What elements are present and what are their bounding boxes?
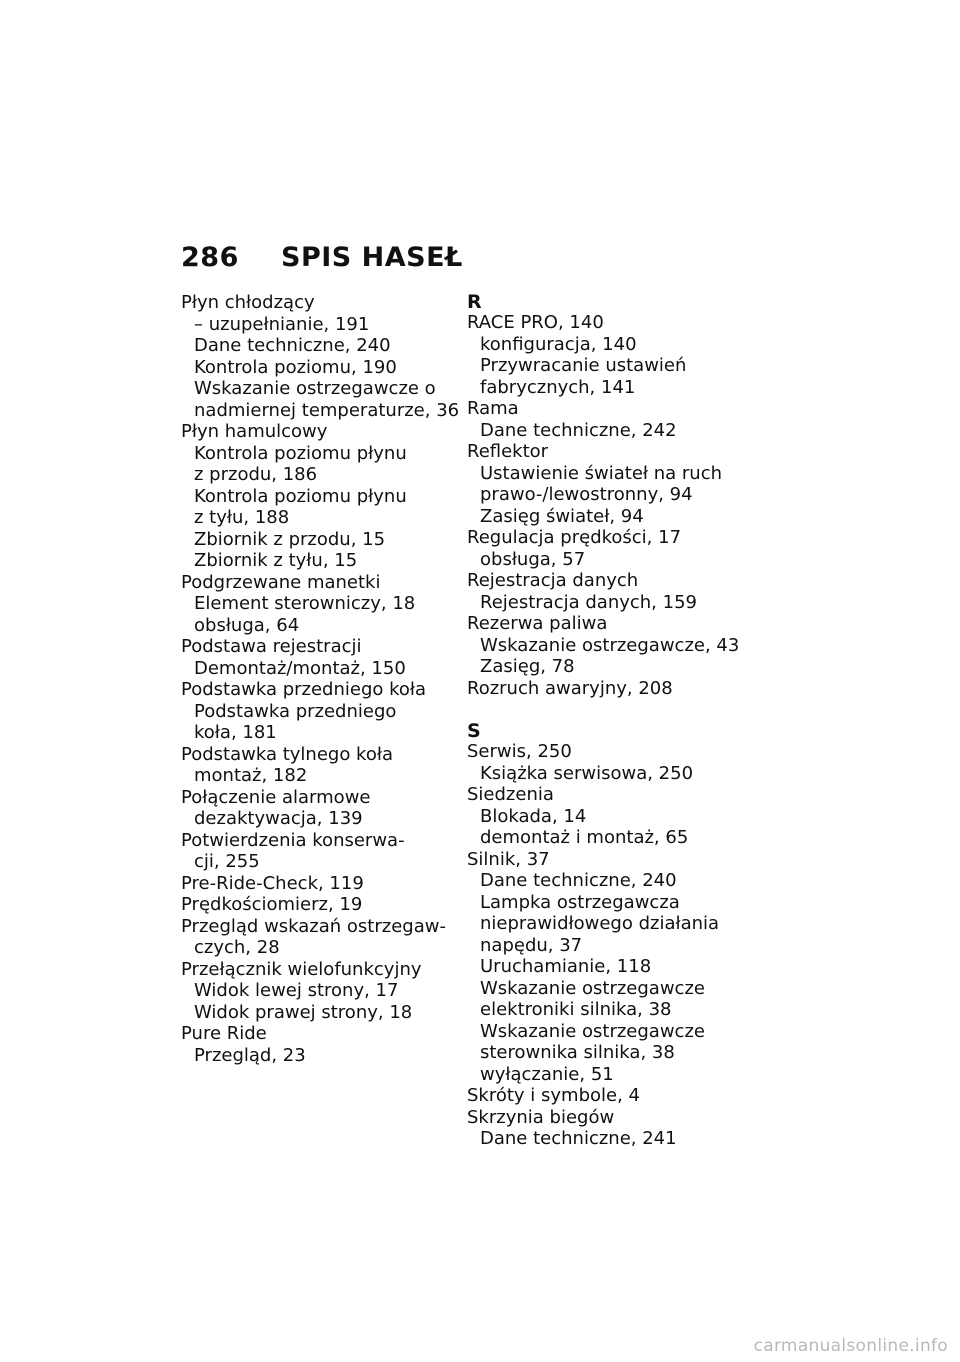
index-subentry: demontaż i montaż, 65	[480, 827, 689, 848]
index-subentry: Dane techniczne, 241	[480, 1128, 677, 1149]
index-subentry: Kontrola poziomu płynu	[194, 442, 407, 464]
index-entry: Przegląd wskazań ostrzegaw-	[181, 915, 446, 937]
index-subentry: z tyłu, 188	[194, 507, 290, 528]
index-entry: Podstawka tylnego koła	[181, 743, 393, 765]
index-subentry: Kontrola poziomu płynu	[194, 485, 407, 507]
index-subentry: Demontaż/montaż, 150	[194, 657, 406, 679]
index-subentry: obsługa, 64	[194, 614, 300, 636]
page-number: 286	[181, 242, 239, 273]
index-entry: Podgrzewane manetki	[181, 571, 381, 593]
index-subentry: Zbiornik z przodu, 15	[194, 528, 386, 550]
index-subentry: Wskazanie ostrzegawcze	[480, 977, 705, 999]
section-gap	[467, 699, 742, 721]
index-entry: Rama	[467, 398, 519, 419]
section-letter: R	[467, 291, 482, 313]
index-subentry: Element sterowniczy, 18	[194, 593, 416, 614]
index-entry: Prędkościomierz, 19	[181, 894, 363, 915]
index-subentry: koła, 181	[194, 722, 277, 743]
index-subentry: Zbiornik z tyłu, 15	[194, 550, 358, 571]
index-subentry: nieprawidłowego działania	[480, 913, 720, 934]
index-subentry: konfiguracja, 140	[480, 333, 637, 355]
index-entry: Siedzenia	[467, 784, 554, 805]
index-entry: Skróty i symbole, 4	[467, 1085, 640, 1106]
index-subentry: Lampka ostrzegawcza	[480, 891, 680, 913]
index-subentry: prawo-/lewostronny, 94	[480, 484, 693, 505]
index-subentry: Widok prawej strony, 18	[194, 1001, 413, 1023]
index-subentry: montaż, 182	[194, 765, 308, 786]
index-subentry: Blokada, 14	[480, 805, 587, 827]
index-subentry: z przodu, 186	[194, 464, 318, 485]
index-entry: Pure Ride	[181, 1023, 267, 1044]
index-column-right	[467, 292, 742, 1150]
index-column-left	[181, 292, 460, 1066]
index-subentry: elektroniki silnika, 38	[480, 999, 672, 1020]
page-header	[181, 242, 463, 282]
index-entry: Serwis, 250	[467, 741, 572, 762]
index-entry: Silnik, 37	[467, 848, 550, 870]
page-title: SPIS HASEŁ	[281, 242, 463, 273]
index-subentry: wyłączanie, 51	[480, 1063, 614, 1085]
index-subentry: Zasięg, 78	[480, 656, 575, 677]
index-entry: Potwierdzenia konserwa-	[181, 829, 405, 851]
index-entry: Połączenie alarmowe	[181, 786, 371, 808]
index-subentry: nadmiernej temperaturze, 36	[194, 399, 460, 421]
index-subentry: Wskazanie ostrzegawcze	[480, 1020, 705, 1042]
index-entry: Płyn chłodzący	[181, 292, 315, 313]
index-subentry: Książka serwisowa, 250	[480, 762, 694, 784]
watermark-text[interactable]: carmanualsonline.info	[753, 1336, 948, 1356]
index-subentry: cji, 255	[194, 851, 260, 872]
index-entry: Rozruch awaryjny, 208	[467, 677, 673, 699]
index-subentry: Przywracanie ustawień	[480, 355, 687, 376]
index-entry: RACE PRO, 140	[467, 312, 604, 333]
index-subentry: Kontrola poziomu, 190	[194, 356, 397, 378]
index-entry: Płyn hamulcowy	[181, 421, 328, 442]
index-subentry: Widok lewej strony, 17	[194, 980, 399, 1001]
index-subentry: czych, 28	[194, 937, 280, 958]
index-subentry: sterownika silnika, 38	[480, 1042, 675, 1063]
index-subentry: napędu, 37	[480, 934, 583, 956]
index-subentry: Wskazanie ostrzegawcze o	[194, 378, 436, 399]
index-entry: Pre-Ride-Check, 119	[181, 872, 364, 894]
index-subentry: Uruchamianie, 118	[480, 956, 652, 977]
index-subentry: Dane techniczne, 240	[194, 335, 391, 356]
index-subentry: Wskazanie ostrzegawcze, 43	[480, 634, 740, 656]
index-subentry: Ustawienie świateł na ruch	[480, 462, 723, 484]
index-subentry: obsługa, 57	[480, 548, 586, 570]
index-subentry: Dane techniczne, 242	[480, 419, 677, 441]
index-subentry: fabrycznych, 141	[480, 376, 636, 398]
index-entry: Rejestracja danych	[467, 570, 639, 591]
index-subentry: – uzupełnianie, 191	[194, 313, 370, 335]
index-entry: Podstawa rejestracji	[181, 636, 362, 657]
index-subentry: Dane techniczne, 240	[480, 870, 677, 891]
index-entry: Podstawka przedniego koła	[181, 679, 427, 700]
section-letter: S	[467, 720, 481, 742]
index-subentry: Rejestracja danych, 159	[480, 591, 697, 613]
index-entry: Rezerwa paliwa	[467, 613, 608, 634]
index-subentry: dezaktywacja, 139	[194, 808, 363, 829]
index-subentry: Podstawka przedniego	[194, 700, 397, 722]
index-subentry: Przegląd, 23	[194, 1044, 306, 1066]
index-entry: Przełącznik wielofunkcyjny	[181, 958, 422, 980]
index-entry: Regulacja prędkości, 17	[467, 527, 682, 548]
index-entry: Skrzynia biegów	[467, 1106, 615, 1128]
index-subentry: Zasięg świateł, 94	[480, 505, 644, 527]
index-entry: Reflektor	[467, 441, 549, 462]
